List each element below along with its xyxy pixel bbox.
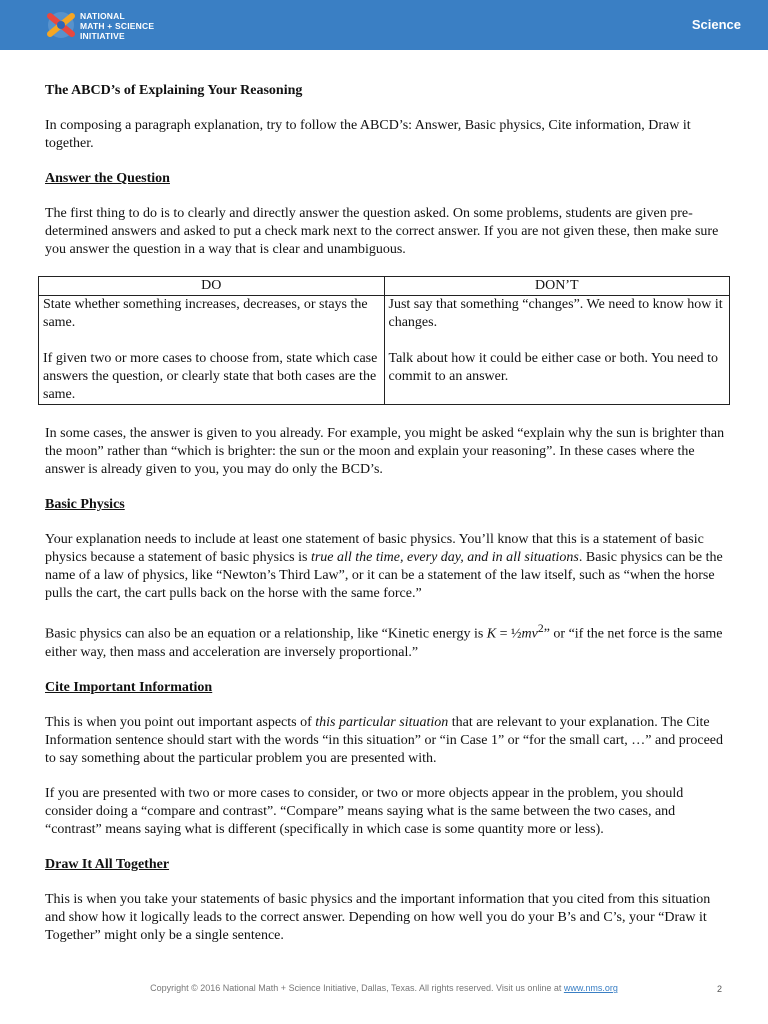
dont-item-2: Talk about how it could be either case or both. You need to commit to an answer. bbox=[388, 351, 719, 384]
basic-heading: Basic Physics bbox=[45, 497, 125, 512]
logo-line-3: INITIATIVE bbox=[80, 31, 125, 41]
equation-k: K bbox=[486, 626, 497, 642]
draw-paragraph-1: This is when you take your statements of basic physics and the important information that you cited from this situation and show how it logically leads to the correct answer. Depending on how well you do your B’s and C’s, your “Draw it Together” might only be a single sentence. bbox=[45, 891, 711, 943]
cite-heading: Cite Important Information bbox=[45, 679, 213, 695]
do-item-1: State whether something increases, decreases, or stays the same. bbox=[43, 297, 368, 330]
cite-paragraph-2: If you are presented with two or more cases to consider, or two or more objects appear in the problem, you should consider doing a “compare and contrast”. “Compare” means saying what is the same between the two cases, and “contrast” means saying what is different (specifically in which case is some quantity more or less). bbox=[45, 785, 684, 837]
cite-emphasis: this particular situation bbox=[315, 714, 449, 730]
dont-item-1: Just say that something “changes”. We need to know how it changes. bbox=[388, 297, 723, 330]
dont-cell bbox=[384, 296, 730, 405]
do-item-2: If given two or more cases to choose from, state which case answers the question, or clearly state that both cases are the same. bbox=[43, 351, 378, 402]
intro-paragraph: In composing a paragraph explanation, try to follow the ABCD’s: Answer, Basic physics, Cite information, Draw it together. bbox=[45, 118, 691, 151]
answer-heading: Answer the Question bbox=[45, 171, 170, 186]
copyright-text: Copyright © 2016 National Math + Science Initiative, Dallas, Texas. All rights reserved. Visit us online at bbox=[150, 983, 564, 993]
page-header bbox=[0, 0, 768, 50]
do-dont-table bbox=[38, 276, 730, 405]
do-header: DO bbox=[39, 277, 385, 296]
do-cell bbox=[39, 296, 385, 405]
basic-emphasis: true all the time, every day, and in all situations bbox=[310, 550, 579, 565]
basic-paragraph-2: Basic physics can also be an equation or a relationship, like “Kinetic energy is $K = \frac{1}{2}mv^2$” or “if the net force is the same either way, then mass and acceleration are inversely proportional.” bbox=[45, 622, 723, 660]
page-footer bbox=[0, 983, 768, 993]
dont-header: DON’T bbox=[384, 277, 730, 296]
basic-paragraph-1: Your explanation needs to include at least one statement of basic physics. You’ll know that this is a statement of basic physics because a statement of basic physics is true all the time, every day, and in all situations. Basic physics can be the name of a law of physics, like “Newton’s Third Law”, or it can be a statement of the law itself, such as “when the horse pulls the cart, the cart pulls back on the horse with the same force.” bbox=[45, 532, 723, 601]
logo-line-2: MATH + SCIENCE bbox=[80, 21, 155, 31]
logo-wordmark bbox=[80, 11, 154, 41]
answer-paragraph-1: The first thing to do is to clearly and directly answer the question asked. On some problems, students are given pre-determined answers and asked to put a check mark next to the correct answer. If you are not given these, then make sure you answer the question in a way that is clear and unambiguous. bbox=[45, 206, 719, 257]
nms-logo-icon bbox=[46, 10, 76, 40]
cite-paragraph-1: This is when you point out important aspects of this particular situation that are relevant to your explanation. The Cite Information sentence should start with the words “in this situation” or “in Case 1” or “for the small cart, …” and proceed to say something about the particular problem you are presented with. bbox=[45, 714, 724, 766]
equation-mv: mv bbox=[521, 626, 538, 642]
draw-heading: Draw It All Together bbox=[45, 856, 170, 872]
subject-label: Science bbox=[691, 17, 741, 32]
logo-line-1: NATIONAL bbox=[80, 11, 125, 21]
doc-title: The ABCD’s of Explaining Your Reasoning bbox=[45, 83, 303, 98]
document-body bbox=[45, 82, 725, 962]
nms-link[interactable]: www.nms.org bbox=[563, 983, 618, 993]
answer-paragraph-2: In some cases, the answer is given to you already. For example, you might be asked “explain why the sun is brighter than the moon” rather than “which is brighter: the sun or the moon and explain your reasoning”. In these cases where the answer is already given to you, you may do only the BCD’s. bbox=[45, 426, 725, 477]
page-number: 2 bbox=[716, 984, 722, 994]
